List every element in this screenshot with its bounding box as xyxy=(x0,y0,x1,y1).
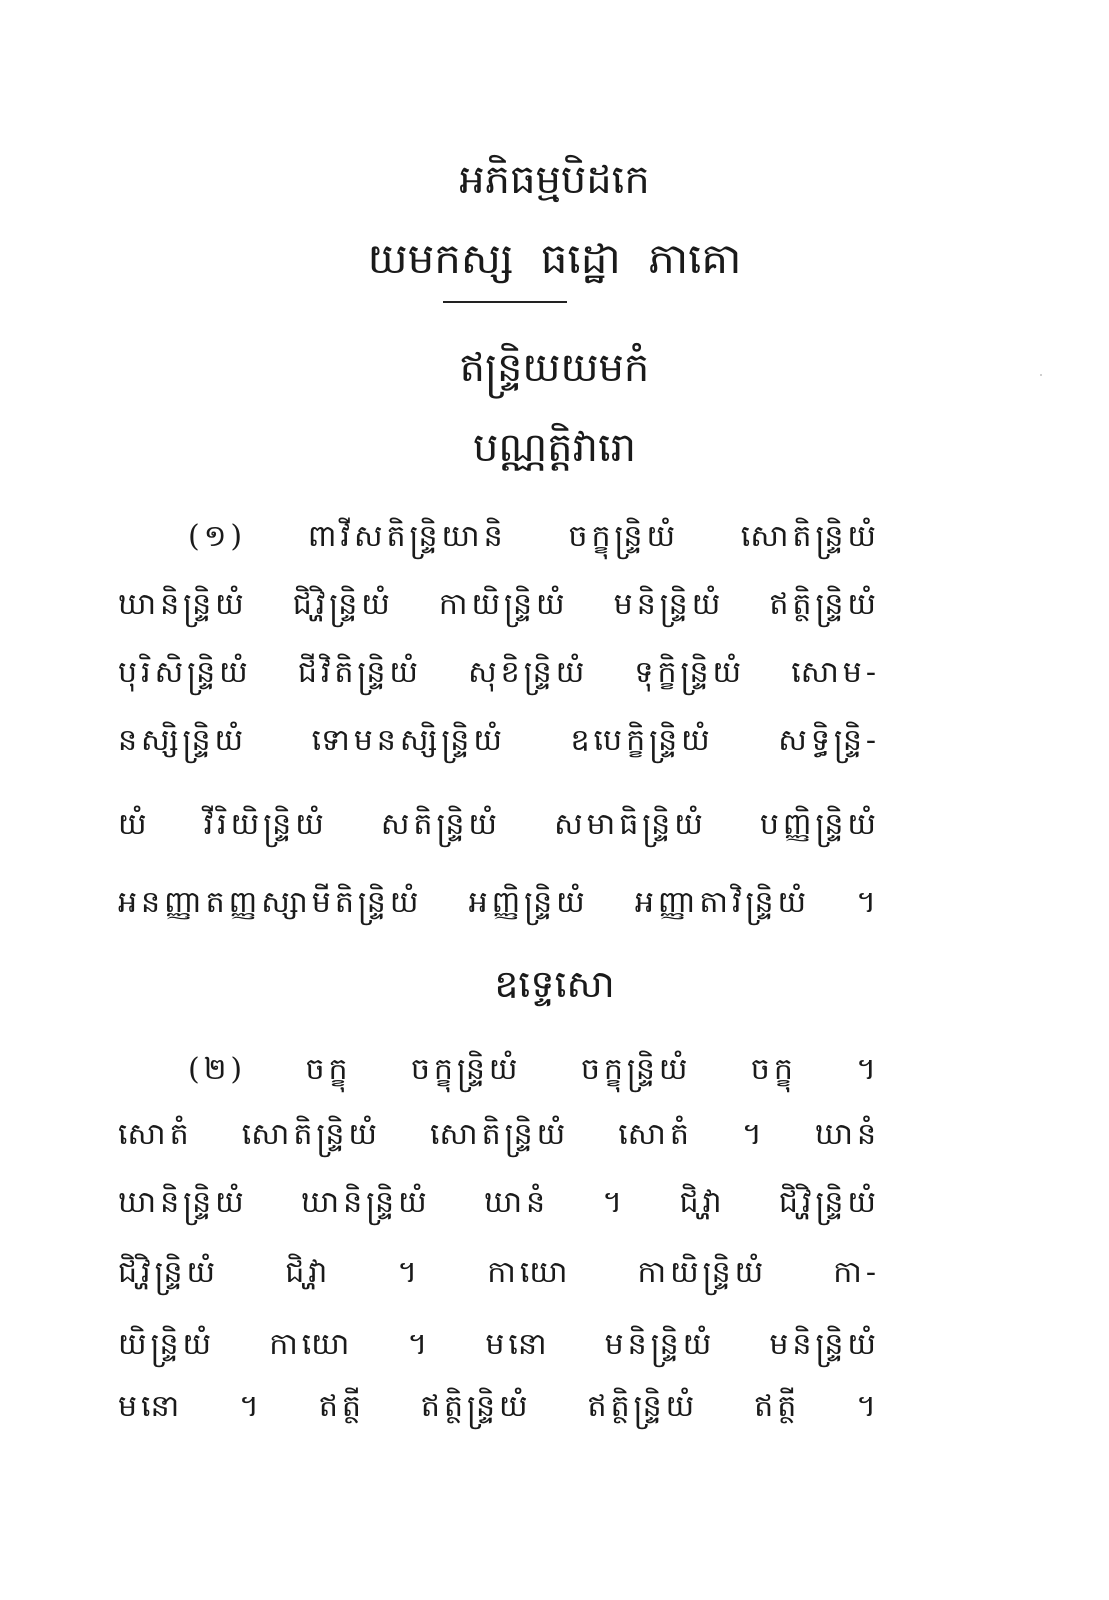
paragraph2-line: ជិវ្ហិន្ទ្រិយំ ជិវ្ហា ។ កាយោ កាយិន្ទ្រិយំ កា- xyxy=(118,1255,880,1290)
subsection-heading: ឧទ្ទេសោ xyxy=(494,962,615,1006)
scan-speck xyxy=(1040,374,1042,376)
paragraph1-line: ឃានិន្ទ្រិយំ ជិវ្ហិន្ទ្រិយំ កាយិន្ទ្រិយំ មនិន្ទ្រិយំ ឥត្ថិន្ទ្រិយំ xyxy=(118,587,880,622)
chapter-title: ឥន្ទ្រិយយមកំ xyxy=(459,345,650,391)
paragraph1-line: នស្សិន្ទ្រិយំ ទោមនស្សិន្ទ្រិយំ ឧបេក្ខិន្ទ្រិយំ សទ្ធិន្ទ្រិ- xyxy=(118,723,880,758)
volume-title: យមកស្ស ធដ្ឋោ ភាគោ xyxy=(367,234,742,283)
paragraph2-line: (២) ចក្ខុ ចក្ខុន្ទ្រិយំ ចក្ខុន្ទ្រិយំ ចក្ខុ ។ xyxy=(188,1052,880,1087)
paragraph1-line: បុរិសិន្ទ្រិយំ ជីវិតិន្ទ្រិយំ សុខិន្ទ្រិយំ ទុក្ខិន្ទ្រិយំ សោម- xyxy=(118,655,880,690)
paragraph1-line: (១) ពាវីសតិន្ទ្រិយានិ ចក្ខុន្ទ្រិយំ សោតិន្ទ្រិយំ xyxy=(188,519,880,554)
paragraph1-line: យំ វីរិយិន្ទ្រិយំ សតិន្ទ្រិយំ សមាធិន្ទ្រិយំ បញ្ញិន្ទ្រិយំ xyxy=(118,807,880,842)
paragraph2-line: ឃានិន្ទ្រិយំ ឃានិន្ទ្រិយំ ឃានំ ។ ជិវ្ហា ជិវ្ហិន្ទ្រិយំ xyxy=(118,1185,880,1220)
paragraph1-line: អនញ្ញាតញ្ញស្សាមីតិន្ទ្រិយំ អញ្ញិន្ទ្រិយំ អញ្ញាតាវិន្ទ្រិយំ ។ xyxy=(118,885,880,920)
section-title: បណ្ណត្តិវារោ xyxy=(472,425,637,471)
paragraph2-line: មនោ ។ ឥត្ថី ឥត្ថិន្ទ្រិយំ ឥត្ថិន្ទ្រិយំ ឥត្ថី ។ xyxy=(118,1389,880,1424)
collection-title: អភិធម្មបិដកេ xyxy=(459,157,650,203)
title-divider xyxy=(443,301,567,303)
paragraph2-line: សោតំ សោតិន្ទ្រិយំ សោតិន្ទ្រិយំ សោតំ ។ ឃានំ xyxy=(118,1117,880,1152)
paragraph2-line: យិន្ទ្រិយំ កាយោ ។ មនោ មនិន្ទ្រិយំ មនិន្ទ្រិយំ xyxy=(118,1327,880,1362)
